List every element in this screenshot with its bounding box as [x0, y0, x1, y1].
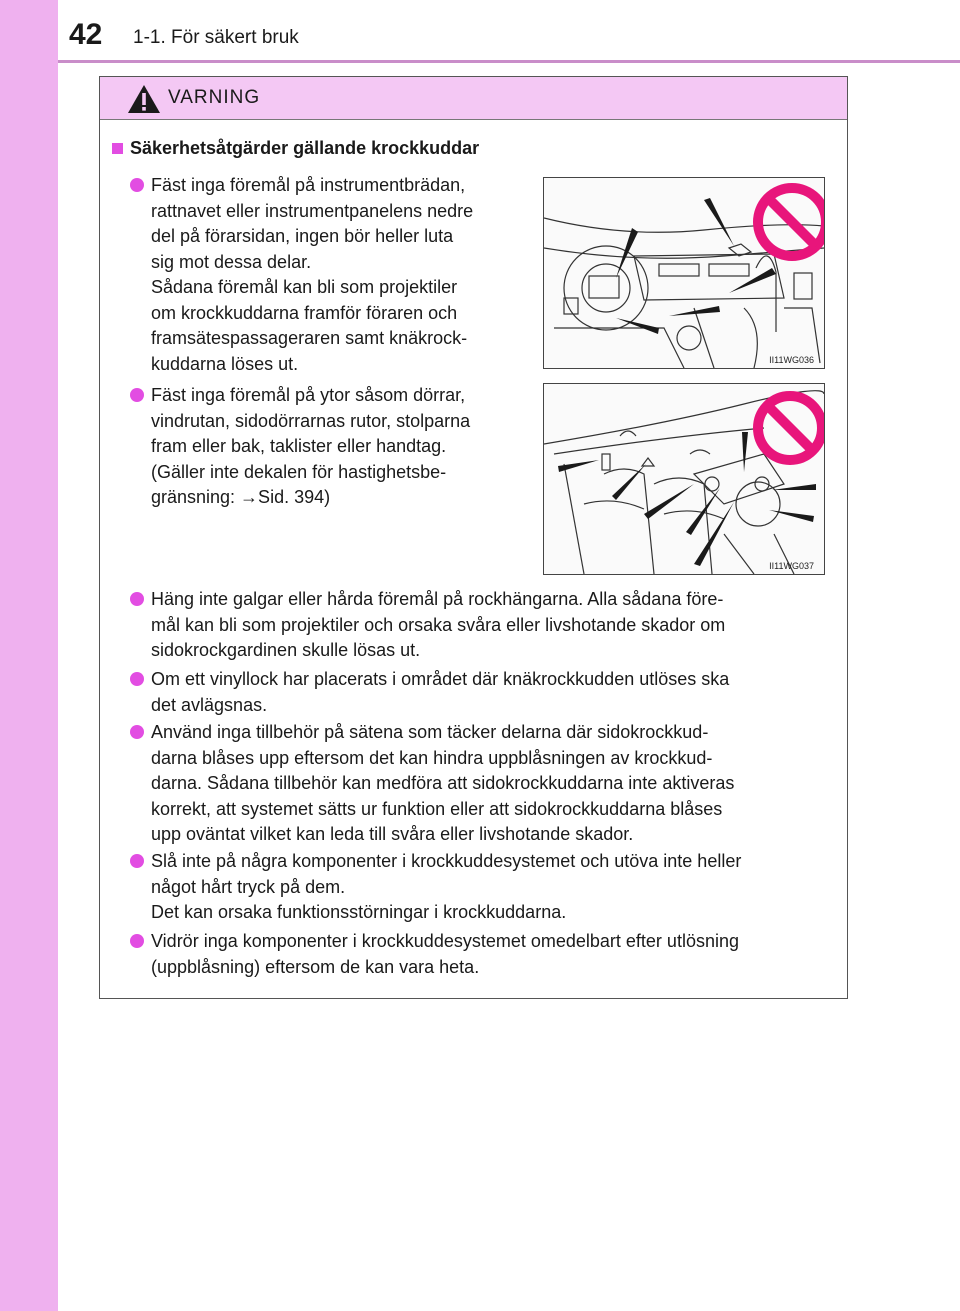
- bullet-line: det avlägsnas.: [151, 694, 268, 715]
- bullet-line: Vidrör inga komponenter i krockkuddesystemet omedelbart efter utlösning: [151, 931, 739, 951]
- bullet-dot-icon: [130, 725, 144, 739]
- bullet-line: Fäst inga föremål på ytor såsom dörrar,: [151, 385, 466, 405]
- bullet-line: fram eller bak, taklister eller handtag.: [151, 436, 447, 456]
- page-number: 42: [69, 18, 103, 51]
- heading-square-icon: [112, 143, 123, 154]
- figure-code: II11WG037: [769, 561, 814, 571]
- bullet-dot-icon: [130, 592, 144, 606]
- bullet-text: [151, 720, 734, 848]
- bullet-dot-icon: [130, 178, 144, 192]
- bullet-dot-icon: [130, 854, 144, 868]
- bullet-line: Det kan orsaka funktionsstörningar i krockkuddarna.: [151, 902, 567, 922]
- warning-box: [99, 76, 848, 999]
- bullet-line: framsätespassageraren samt knäkrock-: [151, 328, 468, 348]
- bullet-line: sig mot dessa delar.: [151, 251, 312, 272]
- bullet-text: [151, 587, 725, 664]
- bullet-line: (uppblåsning) eftersom de kan vara heta.: [151, 956, 480, 977]
- bullet-line: kuddarna löses ut.: [151, 353, 299, 374]
- bullet-line: Sådana föremål kan bli som projektiler: [151, 277, 458, 297]
- bullet-text: [151, 929, 739, 980]
- bullet-line: darna. Sådana tillbehör kan medföra att sidokrockkuddarna inte aktiveras: [151, 773, 735, 793]
- bullet-line: korrekt, att systemet sätts ur funktion eller att sidokrockkuddarna blåses: [151, 798, 723, 819]
- chapter-side-tab: [0, 0, 58, 1311]
- dashboard-illustration: [543, 177, 825, 369]
- bullet-text: [151, 849, 741, 926]
- section-title: 1-1. För säkert bruk: [133, 27, 299, 48]
- warning-heading-text: Säkerhetsåtgärder gällande krockkuddar: [130, 138, 480, 158]
- warning-heading: [112, 138, 479, 159]
- bullet-item: [130, 383, 523, 511]
- warning-triangle-icon: [126, 83, 162, 115]
- bullet-text: [151, 667, 729, 718]
- bullet-line: Slå inte på några komponenter i krockkuddesystemet och utöva inte heller: [151, 851, 742, 871]
- bullet-item: [130, 173, 523, 377]
- bullet-line: sidokrockgardinen skulle lösas ut.: [151, 640, 421, 660]
- bullet-line: om krockkuddarna framför föraren och: [151, 302, 458, 323]
- bullet-line: Om ett vinyllock har placerats i området där knäkrockkudden utlöses ska: [151, 669, 730, 689]
- bullet-item: [130, 587, 830, 664]
- bullet-line: Använd inga tillbehör på sätena som täcker delarna där sidokrockkud-: [151, 722, 709, 742]
- cabin-illustration: [543, 383, 825, 575]
- bullet-item: [130, 720, 830, 848]
- bullet-line: vindrutan, sidodörrarnas rutor, stolparna: [151, 410, 471, 431]
- cabin-drawing: [544, 384, 824, 574]
- bullet-dot-icon: [130, 388, 144, 402]
- header-divider: [58, 60, 960, 63]
- bullet-line: gränsning: →Sid. 394): [151, 487, 331, 507]
- bullet-line: upp oväntat vilket kan leda till svåra eller livshotande skador.: [151, 824, 634, 844]
- bullet-item: [130, 849, 830, 926]
- bullet-text: [151, 173, 473, 377]
- bullet-line: (Gäller inte dekalen för hastighetsbe-: [151, 461, 447, 482]
- bullet-line: darna blåses upp eftersom det kan hindra uppblåsningen av krockkud-: [151, 747, 713, 768]
- bullet-text: [151, 383, 470, 511]
- bullet-dot-icon: [130, 672, 144, 686]
- bullet-item: [130, 929, 830, 980]
- figure-code: II11WG036: [769, 355, 814, 365]
- dashboard-drawing: [544, 178, 824, 368]
- bullet-line: del på förarsidan, ingen bör heller luta: [151, 226, 454, 246]
- bullet-dot-icon: [130, 934, 144, 948]
- bullet-line: Fäst inga föremål på instrumentbrädan,: [151, 175, 466, 195]
- bullet-line: något hårt tryck på dem.: [151, 876, 346, 897]
- bullet-line: mål kan bli som projektiler och orsaka svåra eller livshotande skador om: [151, 614, 726, 635]
- bullet-item: [130, 667, 830, 718]
- warning-label: VARNING: [168, 87, 261, 108]
- warning-header: [100, 77, 847, 120]
- bullet-line: Häng inte galgar eller hårda föremål på rockhängarna. Alla sådana före-: [151, 589, 724, 609]
- bullet-line: rattnavet eller instrumentpanelens nedre: [151, 200, 474, 221]
